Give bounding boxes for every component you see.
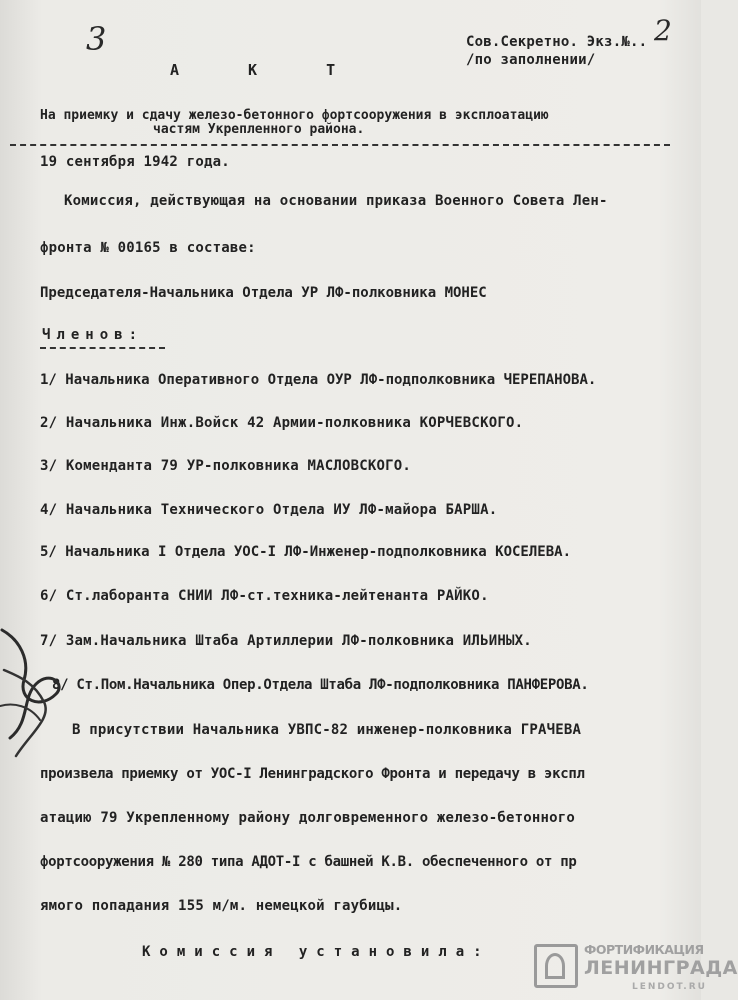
watermark-line1: ФОРТИФИКАЦИЯ xyxy=(584,942,704,957)
member-item: 4/ Начальника Технического Отдела ИУ ЛФ-майора БАРША. xyxy=(40,502,498,518)
watermark-line3: LENDOT.RU xyxy=(632,982,707,992)
member-item: 1/ Начальника Оперативного Отдела ОУР ЛФ-подполковника ЧЕРЕПАНОВА. xyxy=(40,372,597,388)
document-subtitle-line1: На приемку и сдачу железо-бетонного фортсооружения в эксплоатацию xyxy=(40,108,549,123)
fortress-icon xyxy=(534,944,578,988)
body-line: Председателя-Начальника Отдела УР ЛФ-полковника МОНЕС xyxy=(40,285,487,301)
member-item: 7/ Зам.Начальника Штаба Артиллерии ЛФ-полковника ИЛЬИНЫХ. xyxy=(40,633,532,649)
member-item: 3/ Коменданта 79 УР-полковника МАСЛОВСКОГО. xyxy=(40,458,412,474)
member-item: 6/ Ст.лаборанта СНИИ ЛФ-ст.техника-лейтенанта РАЙКО. xyxy=(40,588,489,604)
watermark-logo xyxy=(534,940,738,994)
handwritten-page-number: 3 xyxy=(86,20,107,58)
binding-thread-icon xyxy=(0,610,70,760)
body-line: В присутствии Начальника УВПС-82 инженер-полковника ГРАЧЕВА xyxy=(72,722,582,738)
secrecy-stamp-line2: /по заполнении/ xyxy=(466,52,596,68)
section-heading-members: Членов: xyxy=(42,327,144,343)
body-line: атацию 79 Укрепленному району долговременного железо-бетонного xyxy=(40,810,575,826)
document-subtitle-line2: частям Укрепленного района. xyxy=(153,122,365,137)
member-item: 8/ Ст.Пом.Начальника Опер.Отдела Штаба ЛФ-подполковника ПАНФЕРОВА. xyxy=(52,677,589,693)
document-title: А К Т xyxy=(170,61,366,79)
handwritten-copy-number: 2 xyxy=(654,14,672,47)
body-line: Комиссия, действующая на основании приказа Военного Совета Лен- xyxy=(64,193,608,209)
section-heading-findings: Комиссия установила: xyxy=(142,944,491,960)
member-item: 5/ Начальника I Отдела УОС-I ЛФ-Инженер-подполковника КОСЕЛЕВА. xyxy=(40,544,572,560)
body-line: фронта № 00165 в составе: xyxy=(40,240,256,256)
header-divider xyxy=(10,144,670,146)
members-underline xyxy=(40,347,165,349)
body-line: произвела приемку от УОС-I Ленинградского Фронта и передачу в экспл xyxy=(40,766,585,782)
secrecy-stamp-line1: Сов.Секретно. Экз.№.. xyxy=(466,34,648,50)
body-line: фортсооружения № 280 типа АДОТ-I с башней К.В. обеспеченного от пр xyxy=(40,854,577,870)
document-date: 19 сентября 1942 года. xyxy=(40,154,230,170)
watermark-line2: ЛЕНИНГРАДА xyxy=(584,957,738,979)
member-item: 2/ Начальника Инж.Войск 42 Армии-полковника КОРЧЕВСКОГО. xyxy=(40,415,524,431)
body-line: ямого попадания 155 м/м. немецкой гаубицы. xyxy=(40,898,403,914)
